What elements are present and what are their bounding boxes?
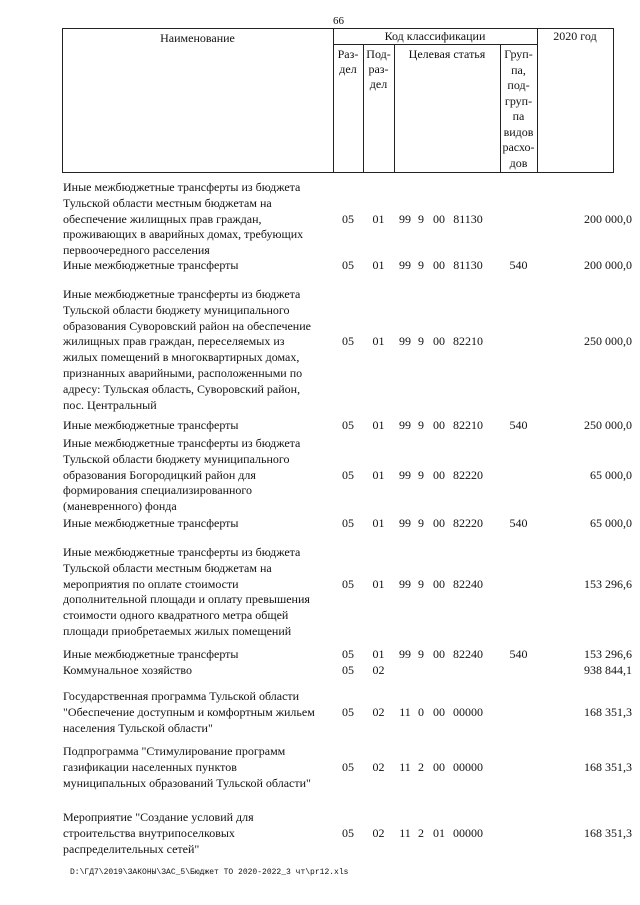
- row-description-line: Иные межбюджетные трансферты из бюджета: [63, 180, 301, 194]
- target-code-subprogram: 9: [418, 647, 424, 661]
- row-description-line: строительства внутрипоселковых: [63, 825, 235, 840]
- row-description-line: образования Богородицкий район для: [63, 467, 256, 482]
- target-code-subprogram: 2: [418, 759, 424, 774]
- row-description-line: стоимости одного квадратного метра общей: [63, 608, 289, 623]
- razdel-code: 05: [342, 211, 354, 226]
- row-description-line: Тульской области бюджету муниципального: [63, 451, 290, 466]
- target-code-event: 00: [433, 467, 445, 482]
- amount-2020: 200 000,0: [584, 258, 632, 272]
- target-code-program: 99: [399, 211, 411, 226]
- header-podrazdel: Под- раз- дел: [366, 47, 391, 91]
- row-description: [63, 810, 331, 857]
- row-description-line: распределительных сетей": [63, 841, 200, 856]
- amount-2020: 153 296,6: [584, 647, 632, 661]
- razdel-code: 05: [342, 258, 354, 272]
- header-divider: [537, 28, 538, 173]
- podrazdel-code: 01: [372, 576, 385, 591]
- header-name: Наименование: [160, 31, 235, 45]
- razdel-code: 05: [342, 334, 354, 349]
- target-code-event: 00: [433, 211, 445, 226]
- target-code-subprogram: 9: [418, 467, 424, 482]
- row-description-line: формирования специализированного: [63, 483, 253, 498]
- header-razdel: Раз- дел: [337, 47, 359, 76]
- razdel-code: 05: [342, 759, 354, 774]
- row-description-line: "Обеспечение доступным и комфортным жильем: [63, 704, 315, 719]
- target-code-program: 11: [399, 825, 411, 840]
- row-description-line: мероприятия по оплате стоимости: [63, 576, 239, 591]
- target-code-direction: 81130: [453, 258, 483, 272]
- razdel-code: 05: [342, 825, 354, 840]
- podrazdel-code: 01: [372, 516, 385, 530]
- row-description-line: (маневренного) фонда: [63, 499, 177, 514]
- row-description-line: Тульской области местным бюджетам на: [63, 195, 272, 210]
- row-description-line: Иные межбюджетные трансферты: [63, 258, 239, 272]
- row-description-line: образования Суворовский район на обеспечение: [63, 318, 311, 333]
- target-code-program: 99: [399, 418, 411, 432]
- target-code-program: 11: [399, 759, 411, 774]
- row-description-line: Коммунальное хозяйство: [63, 663, 192, 677]
- target-code-subprogram: 9: [418, 576, 424, 591]
- row-description: [63, 258, 331, 274]
- row-description-line: населения Тульской области": [63, 720, 213, 735]
- razdel-code: 05: [342, 576, 354, 591]
- target-code-direction: 82220: [453, 516, 483, 530]
- target-code-program: 99: [399, 576, 411, 591]
- target-code-event: 00: [433, 258, 445, 272]
- target-code-event: 00: [433, 418, 445, 432]
- header-target: Целевая статья: [408, 47, 486, 61]
- razdel-code: 05: [342, 467, 354, 482]
- target-code-direction: 82210: [453, 418, 483, 432]
- podrazdel-code: 01: [372, 647, 385, 661]
- target-code-direction: 82210: [453, 334, 483, 349]
- amount-2020: 168 351,3: [584, 825, 632, 840]
- row-description: [63, 180, 331, 259]
- razdel-code: 05: [342, 516, 354, 530]
- row-description: [63, 436, 331, 515]
- row-description-line: газификации населенных пунктов: [63, 759, 237, 774]
- expense-group-code: 540: [509, 516, 528, 530]
- header-bottom-border: [62, 172, 614, 173]
- podrazdel-code: 01: [372, 258, 385, 272]
- podrazdel-code: 02: [372, 704, 385, 719]
- row-description-line: признанных аварийными, расположенными по: [63, 365, 303, 380]
- amount-2020: 200 000,0: [584, 211, 632, 226]
- row-description-line: жилых помещений в многоквартирных домах,: [63, 350, 300, 365]
- target-code-direction: 82220: [453, 467, 483, 482]
- amount-2020: 153 296,6: [584, 576, 632, 591]
- amount-2020: 65 000,0: [590, 467, 632, 482]
- podrazdel-code: 02: [372, 825, 385, 840]
- row-description-line: Иные межбюджетные трансферты из бюджета: [63, 436, 301, 450]
- target-code-event: 00: [433, 759, 445, 774]
- target-code-direction: 00000: [453, 825, 483, 840]
- row-description-line: обеспечение жилищных прав граждан,: [63, 211, 262, 226]
- row-description: [63, 516, 331, 532]
- target-code-program: 99: [399, 258, 411, 272]
- row-description: [63, 744, 331, 791]
- target-code-direction: 00000: [453, 704, 483, 719]
- target-code-event: 00: [433, 647, 445, 661]
- row-description-line: адресу: Тульская область, Суворовский район,: [63, 381, 301, 396]
- target-code-event: 00: [433, 334, 445, 349]
- row-description-line: Иные межбюджетные трансферты из бюджета: [63, 545, 301, 559]
- target-code-subprogram: 2: [418, 825, 424, 840]
- razdel-code: 05: [342, 663, 354, 677]
- file-path-footer: D:\ГД7\2019\ЗАКОНЫ\ЗАС_5\Бюджет ТО 2020-2022_3 чт\pr12.xls: [70, 868, 349, 877]
- row-description-line: Тульской области местным бюджетам на: [63, 560, 272, 575]
- header-right-border: [613, 28, 614, 173]
- target-code-subprogram: 9: [418, 418, 424, 432]
- header-group: Груп- па, под- груп- па видов расхо- дов: [502, 47, 535, 170]
- podrazdel-code: 01: [372, 418, 385, 432]
- page-number: 66: [333, 15, 344, 27]
- row-description-line: пос. Центральный: [63, 397, 157, 412]
- row-description: [63, 287, 331, 413]
- target-code-subprogram: 9: [418, 211, 424, 226]
- target-code-event: 01: [433, 825, 445, 840]
- header-year: 2020 год: [553, 29, 597, 43]
- expense-group-code: 540: [509, 258, 528, 272]
- expense-group-code: 540: [509, 647, 528, 661]
- podrazdel-code: 01: [372, 334, 385, 349]
- row-description: [63, 663, 331, 679]
- header-divider: [394, 44, 395, 173]
- row-description-line: проживающих в аварийных домах, требующих: [63, 227, 304, 242]
- amount-2020: 168 351,3: [584, 704, 632, 719]
- row-description-line: первоочередного расселения: [63, 243, 210, 258]
- header-left-border: [62, 28, 63, 173]
- target-code-program: 11: [399, 704, 411, 719]
- razdel-code: 05: [342, 418, 354, 432]
- target-code-program: 99: [399, 647, 411, 661]
- row-description-line: Государственная программа Тульской области: [63, 689, 300, 703]
- row-description: [63, 689, 331, 736]
- target-code-subprogram: 9: [418, 258, 424, 272]
- podrazdel-code: 01: [372, 211, 385, 226]
- row-description-line: Подпрограмма "Стимулирование программ: [63, 744, 286, 758]
- row-description-line: жилищных прав граждан, переселяемых из: [63, 334, 285, 349]
- podrazdel-code: 02: [372, 759, 385, 774]
- target-code-program: 99: [399, 467, 411, 482]
- row-description: [63, 545, 331, 640]
- amount-2020: 938 844,1: [584, 663, 632, 677]
- row-description-line: площади приобретаемых жилых помещений: [63, 623, 292, 638]
- row-description-line: Иные межбюджетные трансферты: [63, 647, 239, 661]
- target-code-subprogram: 9: [418, 516, 424, 530]
- target-code-direction: 81130: [453, 211, 483, 226]
- target-code-direction: 82240: [453, 576, 483, 591]
- target-code-event: 00: [433, 576, 445, 591]
- row-description-line: Тульской области бюджету муниципального: [63, 302, 290, 317]
- row-description: [63, 647, 331, 663]
- amount-2020: 250 000,0: [584, 418, 632, 432]
- row-description-line: дополнительной площади и оплату превышения: [63, 592, 310, 607]
- target-code-program: 99: [399, 516, 411, 530]
- amount-2020: 250 000,0: [584, 334, 632, 349]
- expense-group-code: 540: [509, 418, 528, 432]
- target-code-event: 00: [433, 704, 445, 719]
- podrazdel-code: 01: [372, 467, 385, 482]
- header-code: Код классификации: [384, 29, 486, 43]
- podrazdel-code: 02: [372, 663, 385, 677]
- amount-2020: 168 351,3: [584, 759, 632, 774]
- row-description-line: Иные межбюджетные трансферты: [63, 516, 239, 530]
- target-code-direction: 00000: [453, 759, 483, 774]
- row-description-line: Иные межбюджетные трансферты из бюджета: [63, 287, 301, 301]
- amount-2020: 65 000,0: [590, 516, 632, 530]
- row-description: [63, 418, 331, 434]
- row-description-line: муниципальных образований Тульской области": [63, 775, 311, 790]
- razdel-code: 05: [342, 647, 354, 661]
- razdel-code: 05: [342, 704, 354, 719]
- row-description-line: Мероприятие "Создание условий для: [63, 810, 254, 824]
- target-code-subprogram: 0: [418, 704, 424, 719]
- row-description-line: Иные межбюджетные трансферты: [63, 418, 239, 432]
- target-code-program: 99: [399, 334, 411, 349]
- target-code-subprogram: 9: [418, 334, 424, 349]
- target-code-event: 00: [433, 516, 445, 530]
- target-code-direction: 82240: [453, 647, 483, 661]
